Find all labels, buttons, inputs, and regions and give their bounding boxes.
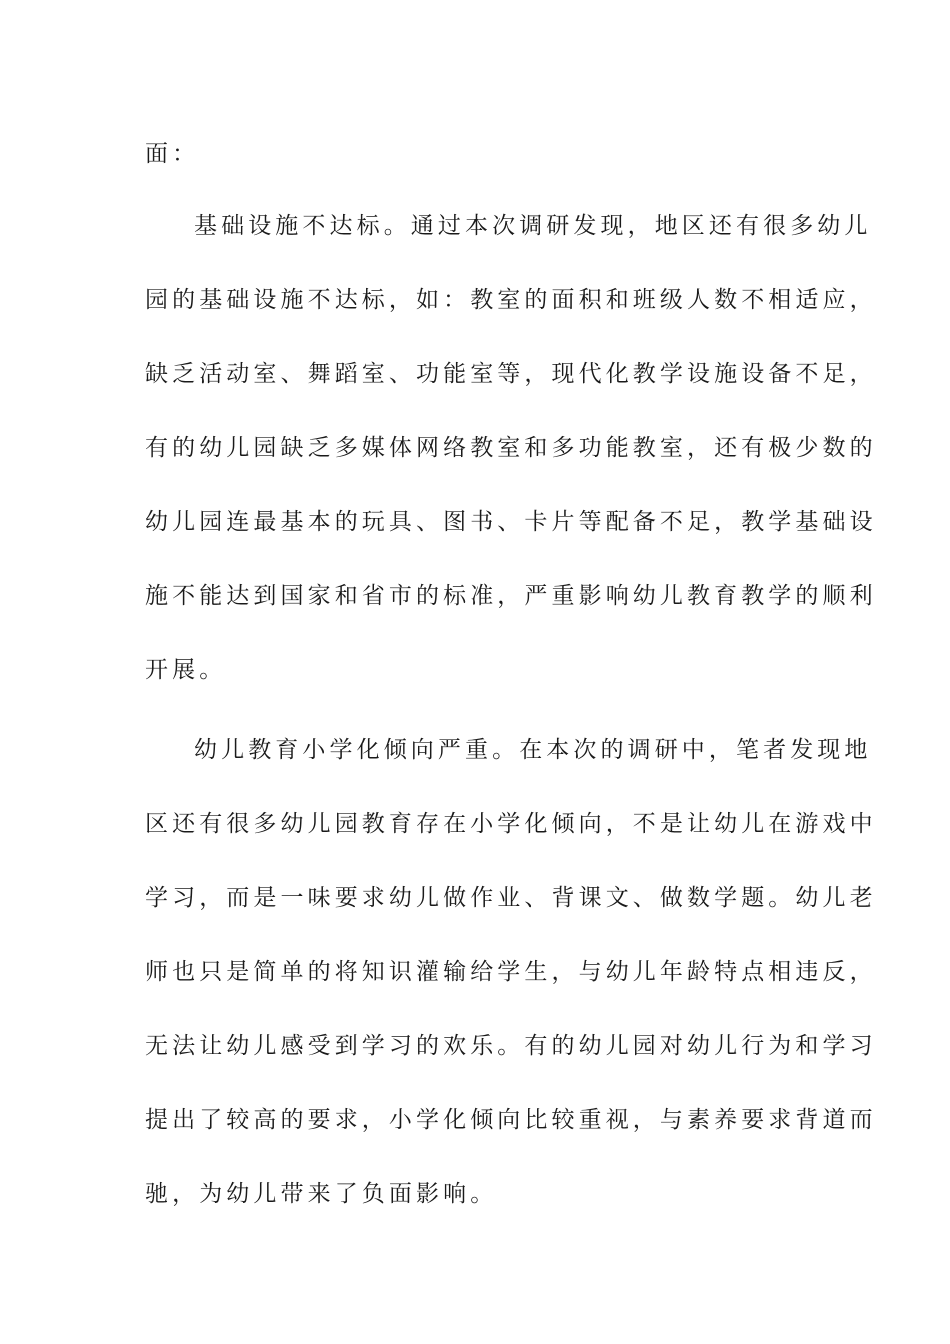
- text-line: 有的幼儿园缺乏多媒体网络教室和多功能教室，还有极少数的: [145, 435, 877, 461]
- text-line: 学习，而是一味要求幼儿做作业、背课文、做数学题。幼儿老: [145, 885, 877, 911]
- text-line: 缺乏活动室、舞蹈室、功能室等，现代化教学设施设备不足，: [145, 361, 877, 387]
- text-line: 区还有很多幼儿园教育存在小学化倾向，不是让幼儿在游戏中: [145, 811, 877, 837]
- text-line: 无法让幼儿感受到学习的欢乐。有的幼儿园对幼儿行为和学习: [145, 1033, 877, 1059]
- paragraph-first-line: 幼儿教育小学化倾向严重。在本次的调研中，笔者发现地: [194, 737, 872, 763]
- text-line: 面：: [145, 141, 200, 167]
- text-line: 幼儿园连最基本的玩具、图书、卡片等配备不足，教学基础设: [145, 509, 877, 535]
- text-line: 提出了较高的要求，小学化倾向比较重视，与素养要求背道而: [145, 1107, 877, 1133]
- text-line: 园的基础设施不达标，如：教室的面积和班级人数不相适应，: [145, 287, 877, 313]
- text-line: 驰，为幼儿带来了负面影响。: [145, 1181, 498, 1207]
- text-line: 师也只是简单的将知识灌输给学生，与幼儿年龄特点相违反，: [145, 959, 877, 985]
- text-line: 施不能达到国家和省市的标准，严重影响幼儿教育教学的顺利: [145, 583, 877, 609]
- paragraph-first-line: 基础设施不达标。通过本次调研发现，地区还有很多幼儿: [194, 213, 872, 239]
- text-line: 开展。: [145, 657, 227, 683]
